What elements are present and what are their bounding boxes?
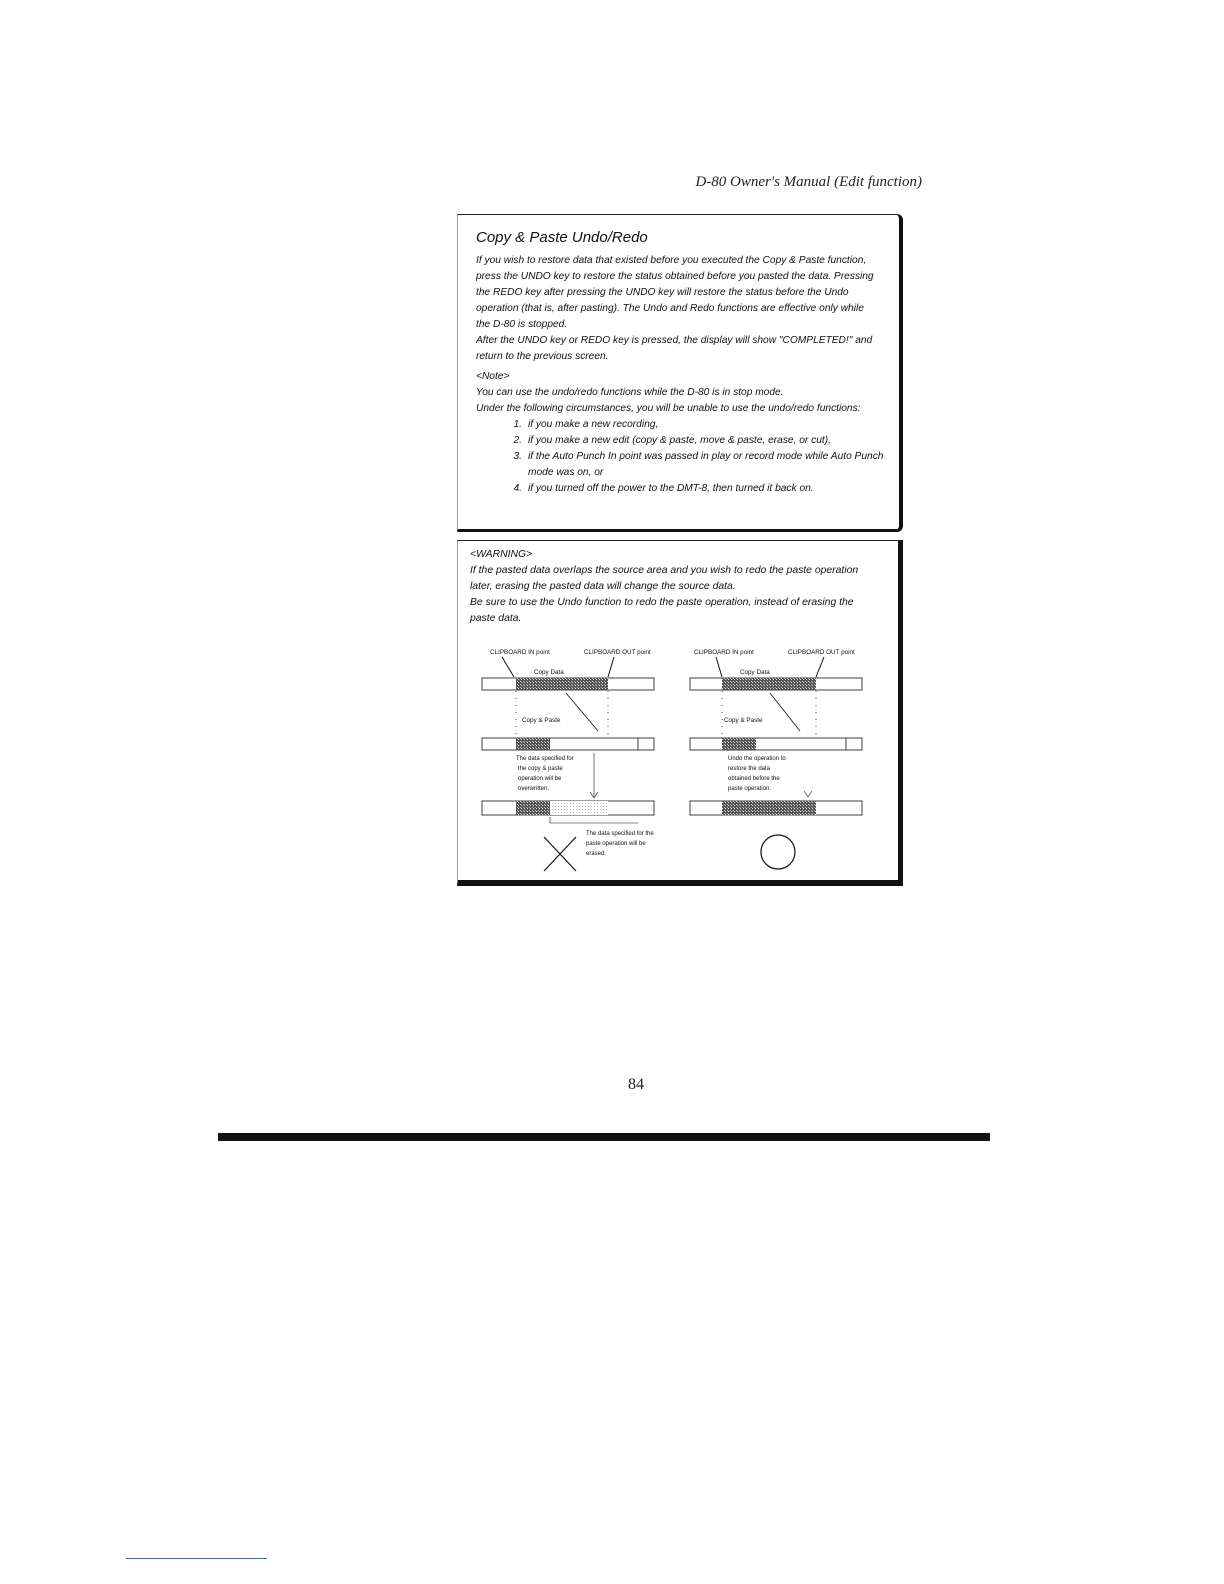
pasted-block [722,738,756,750]
list-item: 4. if you turned off the power to the DMT-8, then turned it back on. [513,483,814,494]
paste-arrow [566,693,598,731]
copy-data-label: Copy Data [534,669,564,676]
copy-paste-label: Copy & Paste [522,717,561,724]
warning-line: If the pasted data overlaps the source area and you wish to redo the paste operation [470,565,859,576]
clipboard-out-label: CLIPBOARD OUT point [788,649,855,656]
caption-line: the copy & paste [518,766,563,772]
paste-arrow [770,693,800,731]
circle-icon [761,835,795,869]
out-pointer [816,657,824,677]
track-pasted [690,738,862,750]
running-header: D-80 Owner's Manual (Edit function) [695,174,922,190]
out-pointer [608,657,614,677]
note-line: Under the following circumstances, you will be unable to use the undo/redo functions: [476,403,861,414]
restore-arrow [804,791,812,797]
list-item: 3. if the Auto Punch In point was passed in play or record mode while Auto Punch mode was on, or [513,451,884,478]
caption-line: obtained before the [728,776,780,782]
in-pointer [502,657,514,677]
clipboard-out-label: CLIPBOARD OUT point [584,649,651,656]
undo-redo-note-box [457,214,903,532]
pasted-block [516,738,550,750]
note-line: operation (that is, after pasting). The Undo and Redo functions are effective only while [476,303,864,314]
circumstance-list [504,417,894,497]
remaining-block [516,801,550,815]
list-item: 1. if you make a new recording, [513,419,659,430]
clipboard-in-label: CLIPBOARD IN point [490,649,550,656]
caption-line: Undo the operation to [728,756,786,762]
page-number: 84 [628,1076,644,1093]
copy-data-label: Copy Data [740,669,770,676]
copy-data-block [516,678,608,690]
note-heading: <Note> [476,371,510,382]
copy-data-block [722,678,816,690]
cross-icon [544,837,576,871]
note-title: Copy & Paste Undo/Redo [476,229,648,246]
note-line: If you wish to restore data that existed before you executed the Copy & Paste function, [476,255,867,266]
caption-line: overwritten. [518,786,550,792]
erased-block [550,801,608,815]
result-line: erased. [586,851,607,857]
caption-line: operation will be [518,776,562,782]
note-section [476,369,894,417]
diagram-right [690,649,862,869]
clipboard-in-label: CLIPBOARD IN point [694,649,754,656]
caption-line: restore the data [728,766,771,772]
note-line: press the UNDO key to restore the status obtained before you pasted the data. Pressing [476,271,874,282]
warning-line: paste data. [470,613,522,624]
note-line: You can use the undo/redo functions while the D-80 is in stop mode. [476,387,784,398]
result-line: The data specified for the [586,831,654,837]
warning-line: Be sure to use the Undo function to redo the paste operation, instead of erasing the [470,597,854,608]
note-line: the D-80 is stopped. [476,319,568,330]
restored-block [722,801,816,815]
caption-line: The data specified for [516,756,574,762]
copy-paste-label: Copy & Paste [724,717,763,724]
note-intro [476,253,894,365]
note-line: return to the previous screen. [476,351,609,362]
diagram-left [482,649,654,871]
copy-paste-diagram [458,541,898,881]
note-line: After the UNDO key or REDO key is pressed, the display will show "COMPLETED!" and [476,335,873,346]
footer-line [126,1558,267,1559]
result-line: paste operation will be [586,841,646,847]
bottom-rule [218,1133,990,1141]
warning-line: later, erasing the pasted data will change the source data. [470,581,736,592]
list-item: 2. if you make a new edit (copy & paste, move & paste, erase, or cut), [513,435,831,446]
warning-box [457,540,903,886]
caption-line: paste operation. [728,786,772,792]
note-line: the REDO key after pressing the UNDO key will restore the status before the Undo [476,287,849,298]
warning-heading: <WARNING> [470,549,533,560]
track-pasted [482,738,654,750]
in-pointer [716,657,722,677]
